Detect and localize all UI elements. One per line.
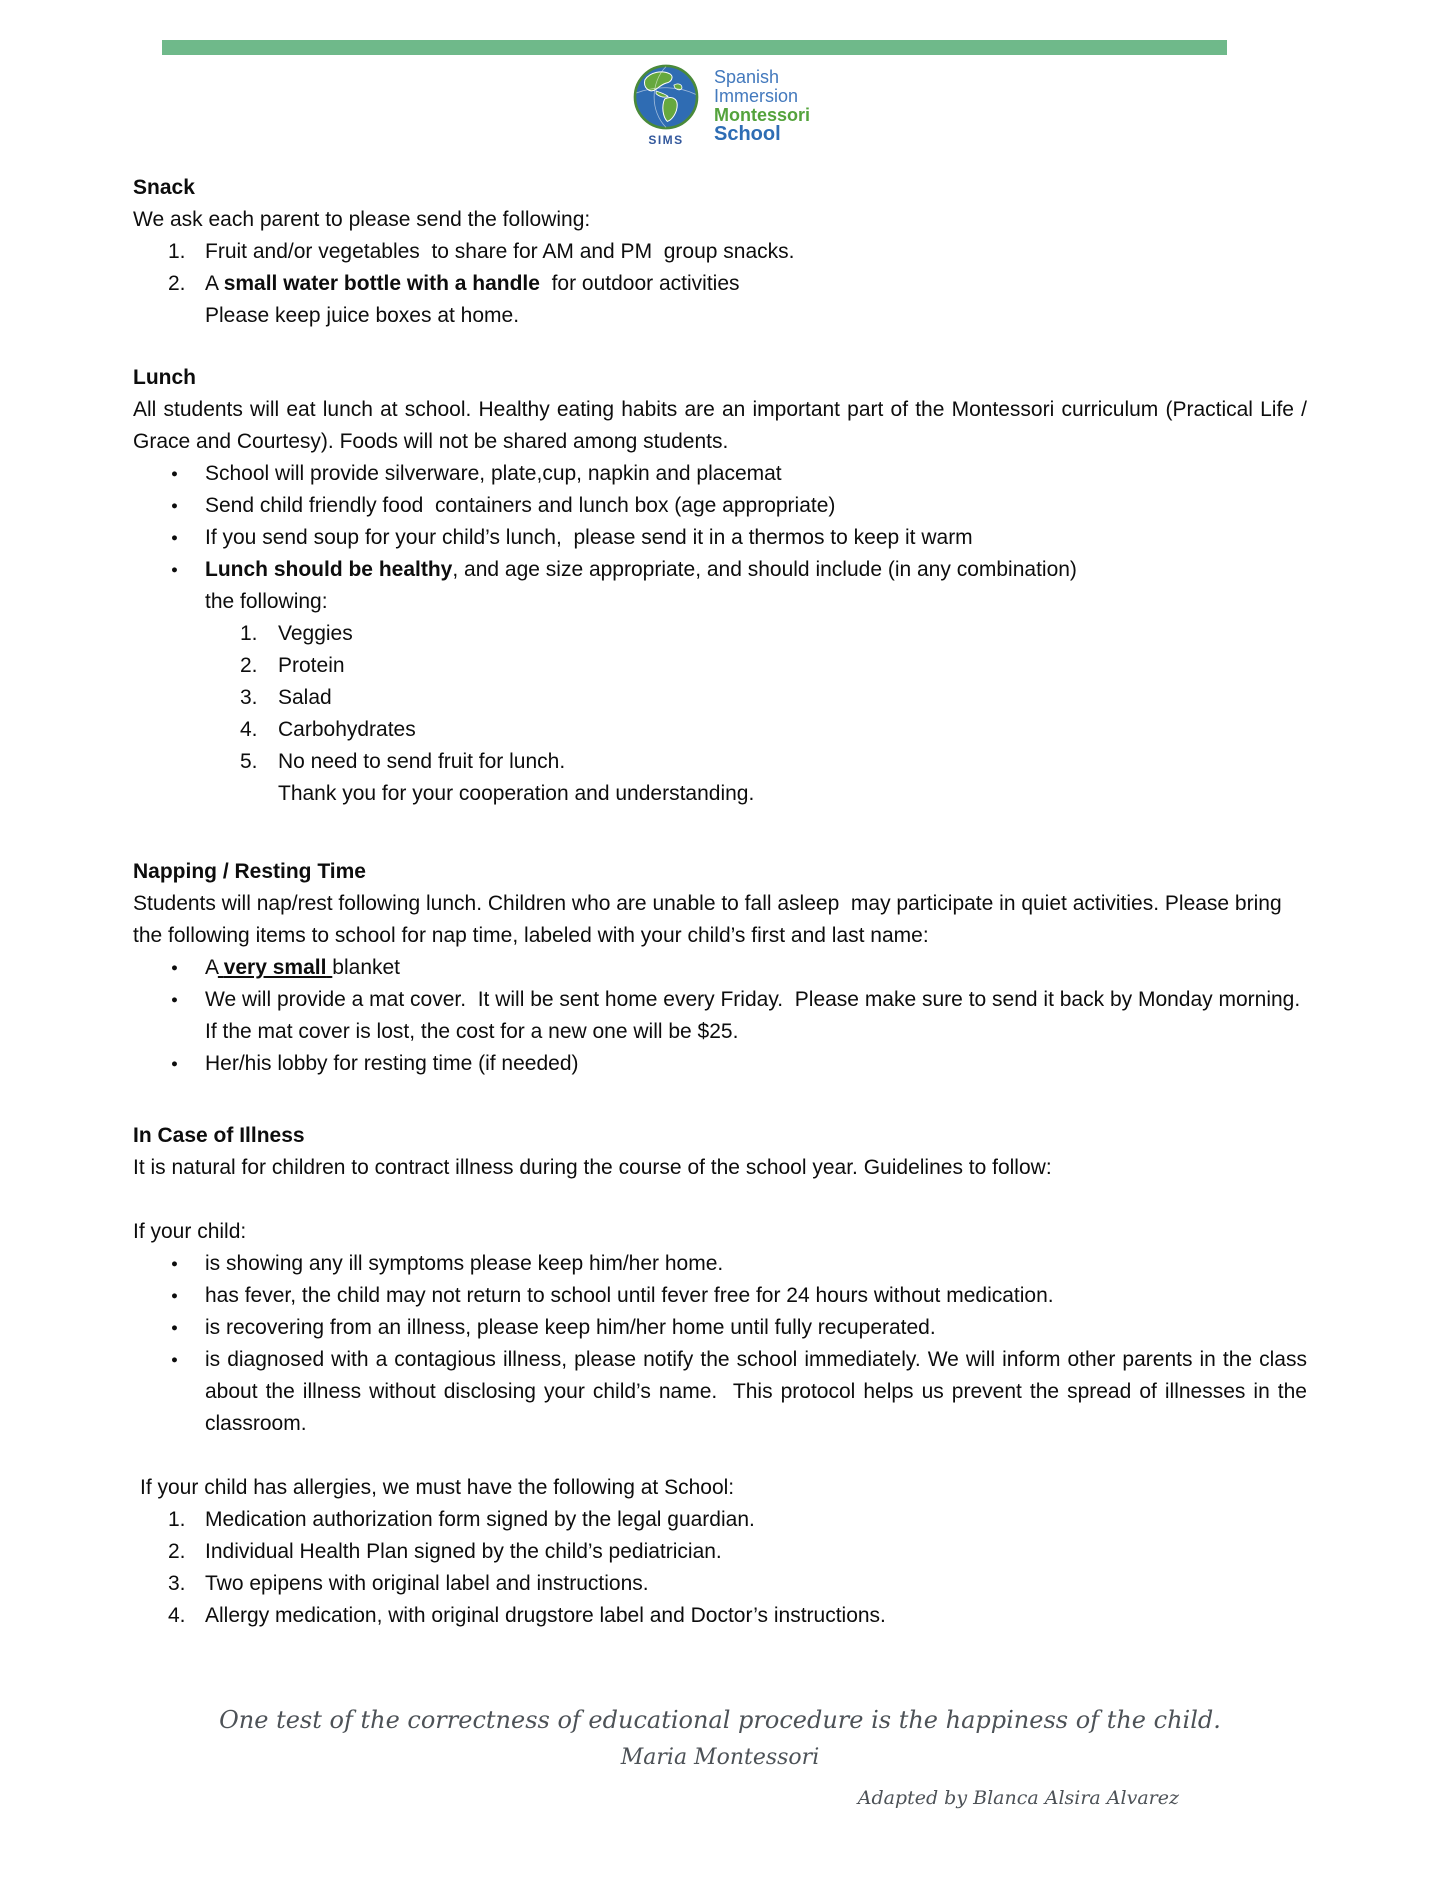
item-text [205, 952, 1307, 984]
item-text: Medication authorization form signed by the legal guardian. [205, 1508, 755, 1531]
item-text-bold: very small [223, 956, 327, 979]
item-text: Two epipens with original label and instructions. [205, 1572, 649, 1595]
paragraph: All students will eat lunch at school. Healthy eating habits are an important part of the Montessori curriculum (Practical Life / Grace and Courtesy). Foods will not be shared among students. [133, 398, 1313, 453]
item-number: 2. [168, 272, 186, 295]
section-snack [133, 172, 1307, 332]
item-number: 4. [240, 718, 258, 741]
item-number: 3. [168, 1572, 186, 1595]
item-text: is recovering from an illness, please keep him/her home until fully recuperated. [205, 1316, 936, 1339]
item-text-continuation: Please keep juice boxes at home. [205, 304, 520, 327]
numbered-item [133, 1568, 1307, 1600]
item-number: 5. [240, 750, 258, 773]
paragraph: Students will nap/rest following lunch. Children who are unable to fall asleep may participate in quiet activities. Please bring the following items to school for nap time, labeled with your child’s first and last name: [133, 892, 1288, 947]
globe-icon [633, 64, 699, 130]
item-number: 4. [168, 1604, 186, 1627]
item-text [278, 746, 1307, 810]
bullet-item [133, 554, 1307, 618]
item-number: 3. [240, 686, 258, 709]
section-allergies [133, 1472, 1307, 1632]
numbered-item [206, 618, 1307, 650]
paragraph: We ask each parent to please send the following: [133, 208, 591, 231]
bullet-icon: ● [171, 1258, 178, 1270]
paragraph-lead: If your child has allergies, we must have the following at School: [140, 1476, 735, 1499]
bullet-icon: ● [171, 1354, 178, 1366]
bullet-icon: ● [171, 1058, 178, 1070]
bullet-item [133, 1048, 1307, 1080]
section-lunch [133, 362, 1313, 810]
bullet-icon: ● [171, 468, 178, 480]
green-divider-bar [162, 40, 1227, 55]
globe-logo-column [630, 64, 702, 148]
section-heading-lunch: Lunch [133, 366, 196, 389]
section-heading-napping: Napping / Resting Time [133, 860, 366, 883]
bullet-icon: ● [171, 962, 178, 974]
numbered-item [133, 1536, 1307, 1568]
item-text-run: A [205, 956, 218, 979]
bullet-item [133, 1280, 1307, 1312]
numbered-item [206, 746, 1307, 810]
logo-word-immersion: Immersion [713, 86, 798, 106]
item-text: is showing any ill symptoms please keep him/her home. [205, 1252, 724, 1275]
item-text [205, 268, 1307, 332]
page-footer [133, 1703, 1307, 1813]
item-text: Veggies [278, 622, 353, 645]
item-text: Send child friendly food containers and lunch box (age appropriate) [205, 494, 836, 517]
item-text-underline [218, 956, 332, 979]
item-text: Fruit and/or vegetables to share for AM and PM group snacks. [205, 240, 795, 263]
nested-numbered-list [206, 618, 1307, 810]
logo-word-spanish: Spanish [713, 67, 780, 87]
item-text: has fever, the child may not return to school until fever free for 24 hours without medication. [205, 1284, 1054, 1307]
bullet-item [133, 952, 1307, 984]
item-text [205, 554, 1307, 618]
bullet-icon: ● [171, 994, 178, 1006]
item-number: 1. [168, 1508, 186, 1531]
numbered-item [133, 1504, 1307, 1536]
item-number: 2. [240, 654, 258, 677]
item-text-continuation: Thank you for your cooperation and understanding. [278, 782, 755, 805]
logo-wordmark [714, 68, 810, 144]
logo-word-school: School [713, 123, 781, 145]
item-text-bold: Lunch should be healthy [205, 558, 453, 581]
numbered-item [133, 1600, 1307, 1632]
section-heading-illness: In Case of Illness [133, 1124, 305, 1147]
section-heading-snack: Snack [133, 176, 195, 199]
bullet-item [133, 1344, 1313, 1440]
item-number: 1. [168, 240, 186, 263]
section-napping [133, 856, 1307, 1080]
item-text-run: No need to send fruit for lunch. [278, 750, 566, 773]
item-text: Carbohydrates [278, 718, 416, 741]
school-logo [0, 0, 1440, 148]
bullet-item [133, 1248, 1307, 1280]
bullet-icon: ● [171, 564, 178, 576]
bullet-icon: ● [171, 1290, 178, 1302]
bullet-icon: ● [171, 532, 178, 544]
bullet-icon: ● [171, 500, 178, 512]
item-text: Protein [278, 654, 345, 677]
item-text-bold: small water bottle with a handle [223, 272, 540, 295]
item-text: If you send soup for your child’s lunch, please send it in a thermos to keep it warm [205, 526, 973, 549]
item-text: Salad [278, 686, 332, 709]
paragraph-lead: If your child: [133, 1220, 247, 1243]
logo-word-montessori: Montessori [713, 105, 810, 125]
bullet-item [133, 490, 1307, 522]
footer-credit: Adapted by Blanca Alsira Alvarez [857, 1787, 1179, 1809]
item-text: School will provide silverware, plate,cup, napkin and placemat [205, 462, 782, 485]
bullet-item [133, 458, 1307, 490]
item-text: We will provide a mat cover. It will be sent home every Friday. Please make sure to send it back by Monday morning. If the mat cover is lost, the cost for a new one will be $25. [205, 988, 1307, 1043]
bullet-icon: ● [171, 1322, 178, 1334]
bullet-item [133, 984, 1307, 1048]
item-text: is diagnosed with a contagious illness, please notify the school immediately. We will inform other parents in the class about the illness without disclosing your child’s name. This protocol helps us prevent the spread of illnesses in the classroom. [205, 1348, 1313, 1435]
item-number: 2. [168, 1540, 186, 1563]
item-text: Individual Health Plan signed by the child’s pediatrician. [205, 1540, 722, 1563]
footer-author: Maria Montessori [620, 1745, 820, 1770]
item-text-run: , and age size appropriate, and should include (in any combination) [452, 558, 1077, 581]
footer-quote: One test of the correctness of educational procedure is the happiness of the child. [219, 1706, 1221, 1734]
numbered-item [206, 714, 1307, 746]
item-text-continuation: the following: [205, 590, 328, 613]
bullet-item [133, 522, 1307, 554]
item-text-run: for outdoor activities [539, 272, 740, 295]
numbered-item [133, 236, 1307, 268]
paragraph: It is natural for children to contract illness during the course of the school year. Guidelines to follow: [133, 1156, 1052, 1179]
item-number: 1. [240, 622, 258, 645]
numbered-item [206, 682, 1307, 714]
item-text-run: blanket [332, 956, 401, 979]
section-illness [133, 1120, 1313, 1440]
logo-sims-label: SIMS [648, 133, 684, 147]
document-body [0, 172, 1440, 1632]
bullet-item [133, 1312, 1307, 1344]
item-text: Her/his lobby for resting time (if needed) [205, 1052, 579, 1075]
numbered-item [206, 650, 1307, 682]
item-text-run: A [205, 272, 224, 295]
item-text: Allergy medication, with original drugstore label and Doctor’s instructions. [205, 1604, 886, 1627]
numbered-item [133, 268, 1307, 332]
